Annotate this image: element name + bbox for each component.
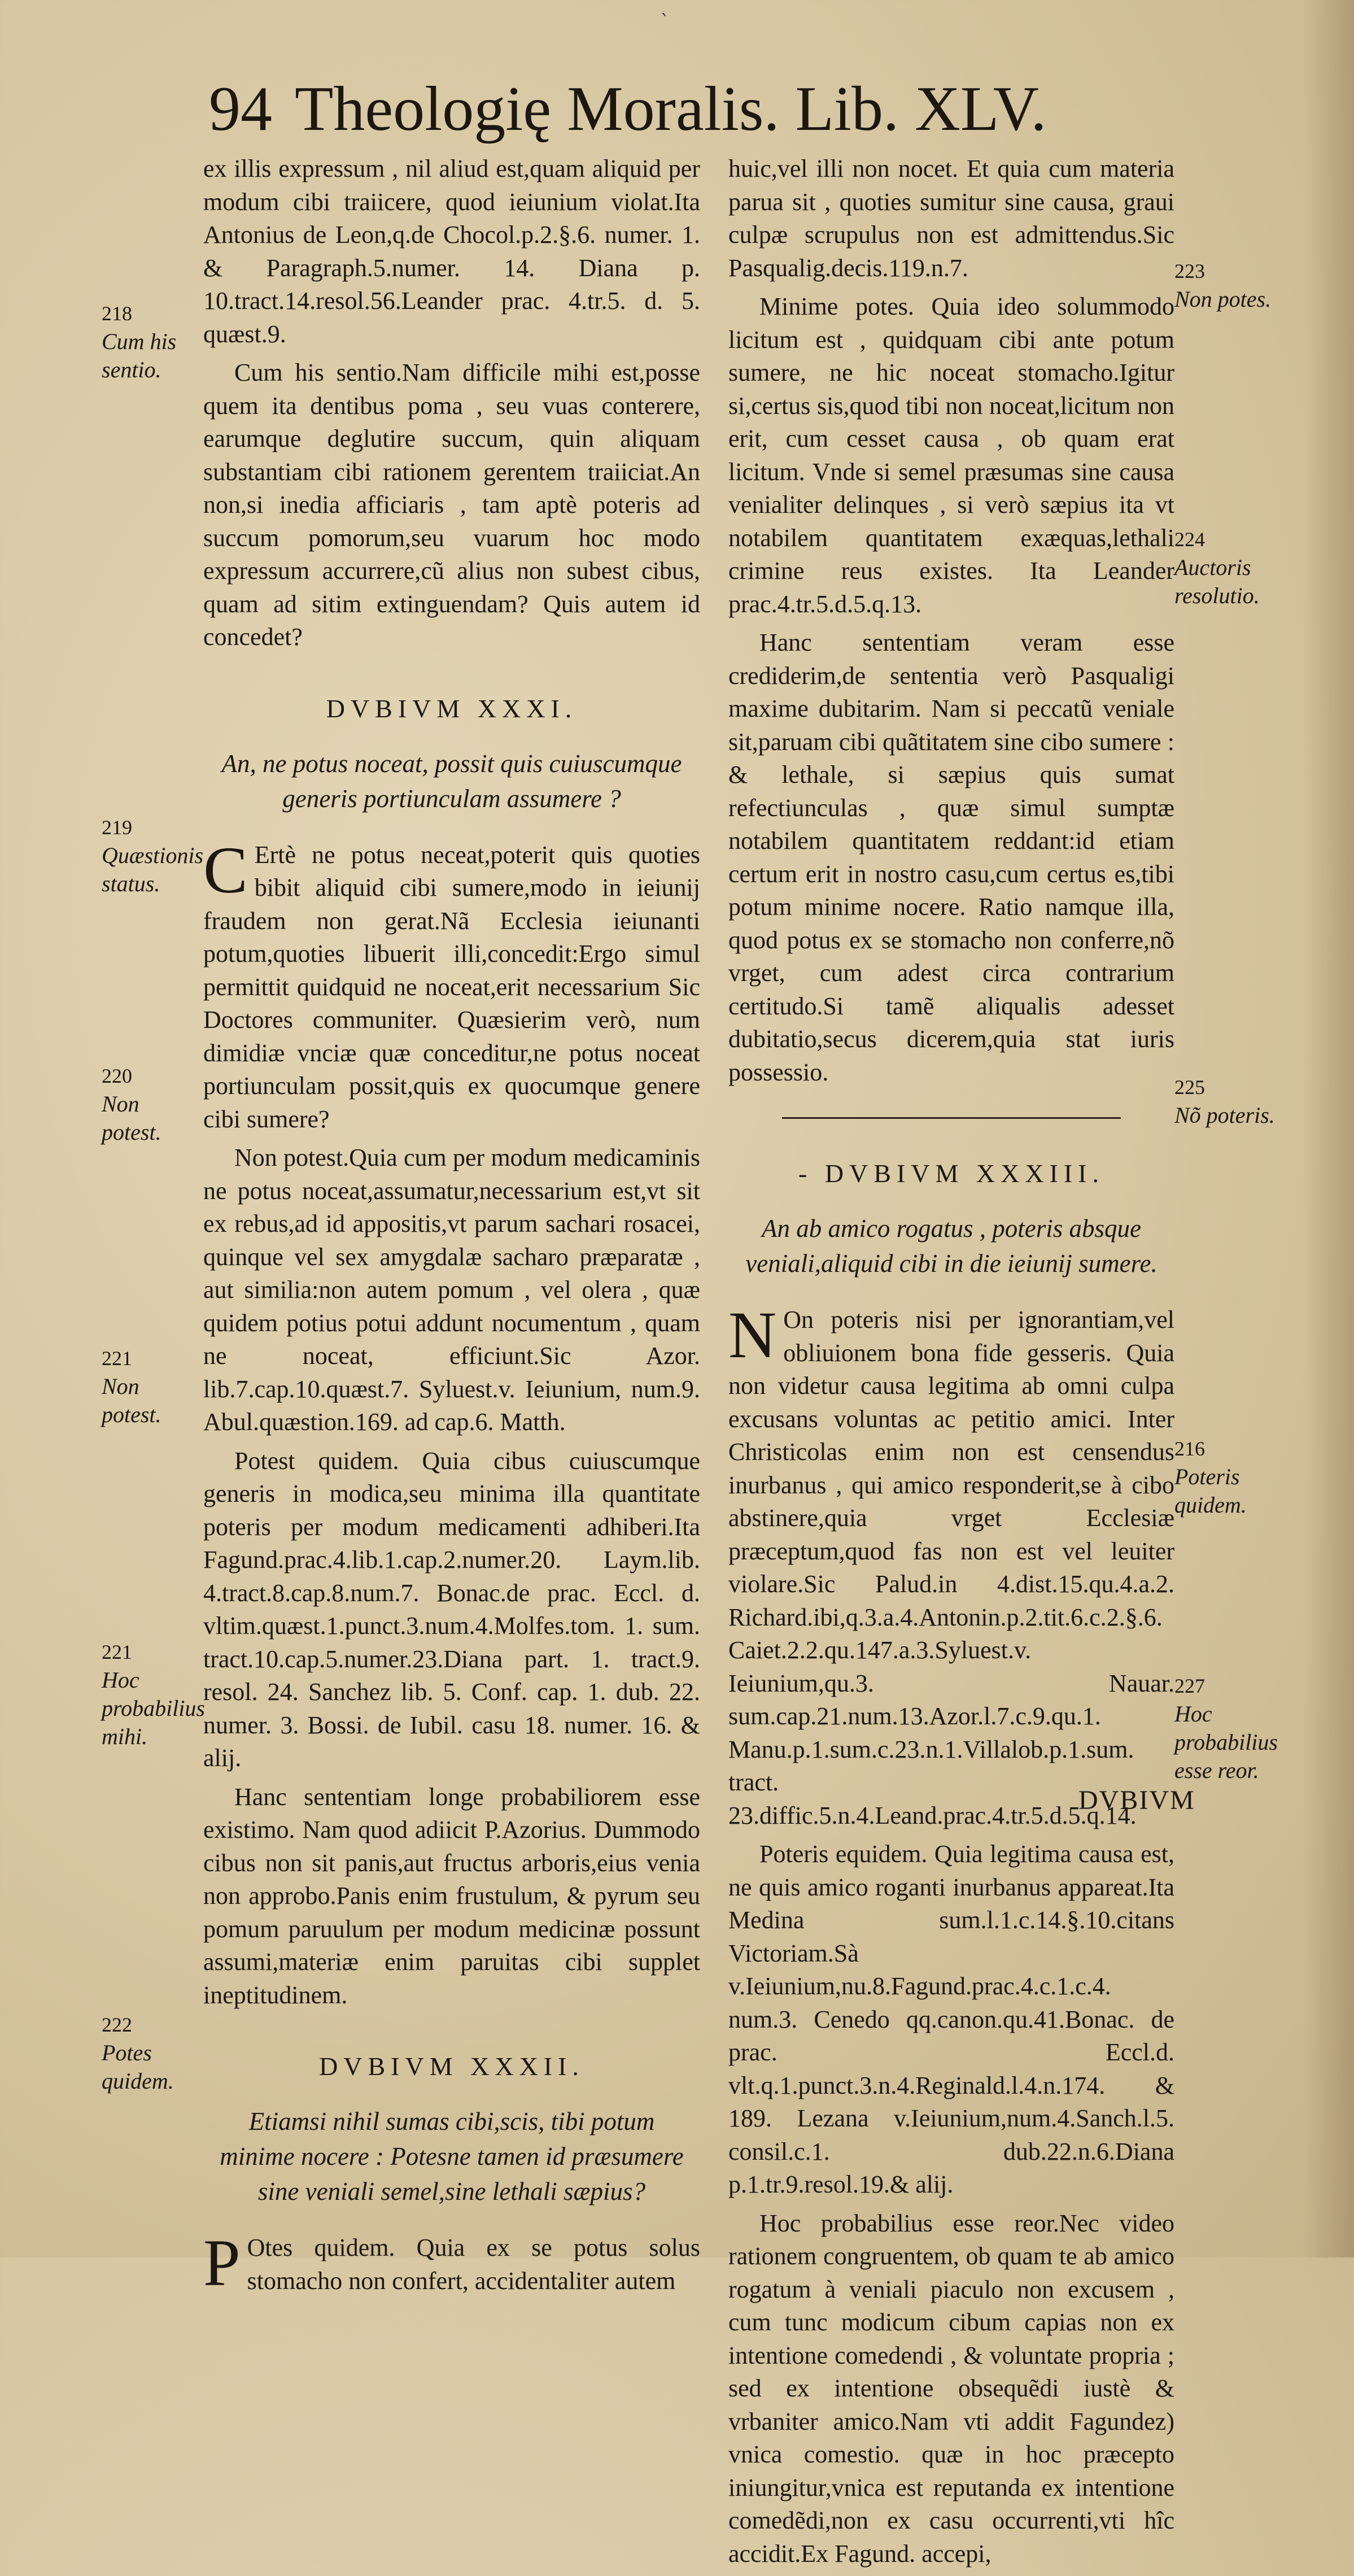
margin-note-number: 220	[102, 1065, 132, 1087]
margin-note	[102, 2011, 198, 2095]
margin-note-number: 218	[102, 302, 132, 325]
margin-note-text: Non potest.	[102, 1091, 161, 1145]
section-question: An, ne potus noceat, possit quis cuiuscumque generis portiunculam assumere ?	[221, 749, 682, 813]
running-title: Theologię Moralis. Lib. XLV.	[295, 74, 1047, 144]
section-heading: - DVBIVM XXXIII.	[798, 1159, 1104, 1188]
margin-note-number: 225	[1174, 1076, 1205, 1099]
section-question: An ab amico rogatus , poteris absque veniali,aliquid cibi in die ieiunij sumere.	[745, 1214, 1158, 1278]
paragraph: Hoc probabilius esse reor.Nec video rationem congruentem, ob quam te ab amico rogatum à veniali piaculo non excusem , cum tunc modicum cibum capias non ex intentione comedendi , & voluntate propria ; sed ex intentione obsequẽdi iustè & vrbaniter amico.Nam vti addit Fagundez) vnica comestio. quæ in hoc præcepto iniungitur,vnica est reputanda ex intentione comedẽdi,non ex casu occurrenti,vti hîc accidit.Ex Fagund. accepi,	[728, 2209, 1174, 2568]
paragraph-with-dropcap	[728, 1298, 1174, 1832]
right-column	[728, 152, 1174, 2576]
section-question: Etiamsi nihil sumas cibi,scis, tibi potum minime nocere : Potesne tamen id præsumere sine veniali semel,sine lethali sæpius?	[220, 2107, 684, 2205]
page-edge-shadow	[1303, 0, 1354, 2257]
margin-note-text: Potes quidem.	[102, 2040, 174, 2094]
paragraph: Hanc sententiam veram esse crediderim,de sententia verò Pasqualigi maxime dubitarim. Nam si peccatũ veniale sit,paruam cibi quãtitatem sine cibo sumere : & lethale, si sæpius quis sumat refectiunculas , quæ simul sumptæ notabilem quantitatem reddant:id etiam certum erit in nostro casu,cum certus es,tibi potum minime nocere. Ratio namque illa, quod potus ex se stomacho non conferre,nõ vrget, cum adest circa contrarium certitudo.Si tamẽ aliqualis adesset dubitatio,secus dicerem,quia stat iuris possessio.	[728, 629, 1174, 1086]
paragraph: Non potest.Quia cum per modum medicaminis ne potus noceat,assumatur,necessarium est,vt sit ex rebus,ad id appositis,vt parum sachari rosacei, quinque vel sex amygdalæ sacharo præparatæ , aut similia:non autem pomum , vel olera , quæ quidem potius potui addunt nocumentum , quam ne noceat, efficiunt.Sic Azor. lib.7.cap.10.quæst.7. Syluest.v. Ieiunium, num.9. Abul.quæstion.169. ad cap.6. Matth.	[203, 1144, 700, 1436]
paragraph-with-dropcap	[203, 832, 700, 1136]
margin-note-text: Cum his sentio.	[102, 329, 177, 382]
margin-note	[102, 1344, 198, 1429]
margin-note-text: Hoc probabilius mihi.	[102, 1667, 205, 1749]
ink-speck: ˋ	[661, 11, 669, 31]
paragraph: Cum his sentio.Nam difficile mihi est,posse quem ita dentibus poma , seu vuas conterere, earumque deglutire succum, quin aliquam substantiam cibi rationem gerentem traiiciat.An non,si inedia afficiaris , tam aptè poteris ad succum pomorum,seu vuarum hoc modo expressum accurrere,cũ alius non subest cibus, quam ad sitim extinguendam? Quis autem id concedet?	[203, 359, 700, 651]
margin-note-text: Hoc probabilius esse reor.	[1174, 1701, 1278, 1783]
drop-cap: C	[203, 832, 248, 907]
margin-note-number: 222	[102, 2013, 132, 2036]
section-divider	[782, 1117, 1121, 1119]
paragraph: Poteris equidem. Quia legitima causa est, ne quis amico roganti inurbanus appareat.Ita Medina sum.l.1.c.14.§.10.citans Victoriam.Sà v.Ieiunium,nu.8.Fagund.prac.4.c.1.c.4. num.3. Cenedo qq.canon.qu.41.Bonac. de prac. Eccl.d. vlt.q.1.punct.3.n.4.Reginald.l.4.n.174. & 189. Lezana v.Ieiunium,num.4.Sanch.l.5. consil.c.1. dub.22.n.6.Diana p.1.tr.9.resol.19.& alij.	[728, 1840, 1174, 2198]
margin-note-text: Non potest.	[102, 1374, 161, 1427]
margin-note-text: Nõ poteris.	[1174, 1102, 1275, 1128]
margin-note-text: Poteris quidem.	[1174, 1464, 1247, 1518]
paragraph: Potest quidem. Quia cibus cuiuscumque generis in modica,seu minima illa quantitate poteris per modum medicamenti adhiberi.Ita Fagund.prac.4.lib.1.cap.2.numer.20. Laym.lib. 4.tract.8.cap.8.num.7. Bonac.de prac. Eccl. d. vltim.quæst.1.punct.3.num.4.Molfes.tom. 1. sum. tract.10.cap.5.numer.23.Diana part. 1. tract.9. resol. 24. Sanchez lib. 5. Conf. cap. 1. dub. 22. numer. 3. Bossi. de Iubil. casu 18. numer. 16. & alij.	[203, 1446, 700, 1772]
margin-note-number: 216	[1174, 1437, 1205, 1460]
page-number: 94	[209, 74, 272, 144]
paragraph-with-dropcap	[203, 2226, 700, 2300]
paragraph-text: On poteris nisi per ignorantiam,vel obliuionem bona fide gesseris. Quia non videtur causa legitima ab omni culpa excusans voluntas ac petitio amici. Inter Christicolas enim non est censendus inurbanus , qui amico responderit,se à cibo abstinere,quia vrget Ecclesiæ præceptum,quod fas non est vel leuiter violare.Sic Palud.in 4.dist.15.qu.4.a.2. Richard.ibi,q.3.a.4.Antonin.p.2.tit.6.c.2.§.6. Caiet.2.2.qu.147.a.3.Syluest.v. Ieiunium,qu.3. Nauar. sum.cap.21.num.13.Azor.l.7.c.9.qu.1. Manu.p.1.sum.c.23.n.1.Villalob.p.1.sum. tract. 23.diffic.5.n.4.Leand.prac.4.tr.5.d.5.q.14.	[728, 1306, 1174, 1829]
paragraph: huic,vel illi non nocet. Et quia cum materia parua sit , quoties sumitur sine causa, graui culpæ scrupulus non est admittendus.Sic Pasqualig.decis.119.n.7.	[728, 155, 1174, 282]
margin-note	[102, 1062, 198, 1147]
margin-note-number: 219	[102, 816, 132, 839]
left-column	[203, 152, 700, 2303]
margin-note	[1174, 1672, 1299, 1785]
drop-cap: N	[728, 1298, 777, 1372]
margin-note	[1174, 1073, 1299, 1130]
paragraph: Hanc sententiam longe probabiliorem esse existimo. Nam quod adiicit P.Azorius. Dummodo cibus non sit panis,aut fructus arboris,eius venia non approbo.Panis enim frustulum, & pyrum seu pomum paruulum per modum medicinæ possunt assumi,materiæ enim paruitas cibi supplet ineptitudinem.	[203, 1782, 700, 2009]
margin-note	[102, 299, 198, 384]
paragraph-text: Otes quidem. Quia ex se potus solus stomacho non confert, accidentaliter autem	[247, 2234, 700, 2295]
margin-note-number: 221	[102, 1347, 132, 1370]
margin-note	[102, 1638, 205, 1751]
margin-note-text: Auctoris resolutio.	[1174, 555, 1260, 608]
margin-note-text: Non potes.	[1174, 286, 1272, 312]
section-heading: DVBIVM XXXI.	[326, 694, 578, 723]
paragraph: ex illis expressum , nil aliud est,quam aliquid per modum cibi traiicere, quod ieiunium violat.Ita Antonius de Leon,q.de Chocol.p.2.§.6. numer. 1. & Paragraph.5.numer. 14. Diana p. 10.tract.14.resol.56.Leander prac. 4.tr.5. d. 5. quæst.9.	[203, 155, 700, 348]
margin-note-number: 223	[1174, 260, 1205, 282]
margin-note	[1174, 257, 1299, 313]
margin-note-number: 221	[102, 1641, 132, 1663]
paragraph: Minime potes. Quia ideo solummodo licitum est , quidquam cibi ante potum sumere, ne hic noceat stomacho.Igitur si,certus sis,quod tibi non noceat,licitum non erit, cum cesset causa , ob quam erat licitum. Vnde si semel præsumas sine causa venialiter delinques , si verò sæpius ita vt notabilem quantitatem exæquas,lethali crimine reus existes. Ita Leander prac.4.tr.5.d.5.q.13.	[728, 293, 1174, 618]
section-heading: DVBIVM XXXII.	[319, 2052, 584, 2081]
drop-cap: P	[203, 2226, 241, 2300]
margin-note	[1174, 1435, 1299, 1519]
margin-note-text: Quæstionis status.	[102, 843, 204, 896]
margin-note	[102, 813, 204, 898]
margin-note	[1174, 525, 1299, 610]
catchword: DVBIVM	[1078, 1785, 1195, 1815]
paragraph-text: Ertè ne potus neceat,poterit quis quoties bibit aliquid cibi sumere,modo in ieiunij fraudem non gerat.Nã Ecclesia ieiunanti potum,quoties libuerit illi,concedit:Ergo simul permittit quidquid ne noceat,erit necessarium Sic Doctores communiter. Quæsierim verò, num dimidiæ vnciæ quæ conceditur,ne potus noceat portiunculam possit,quis ex quocumque genere cibi sumere?	[203, 840, 700, 1133]
margin-note-number: 224	[1174, 528, 1205, 551]
margin-note-number: 227	[1174, 1675, 1205, 1697]
page-header	[209, 67, 1242, 151]
